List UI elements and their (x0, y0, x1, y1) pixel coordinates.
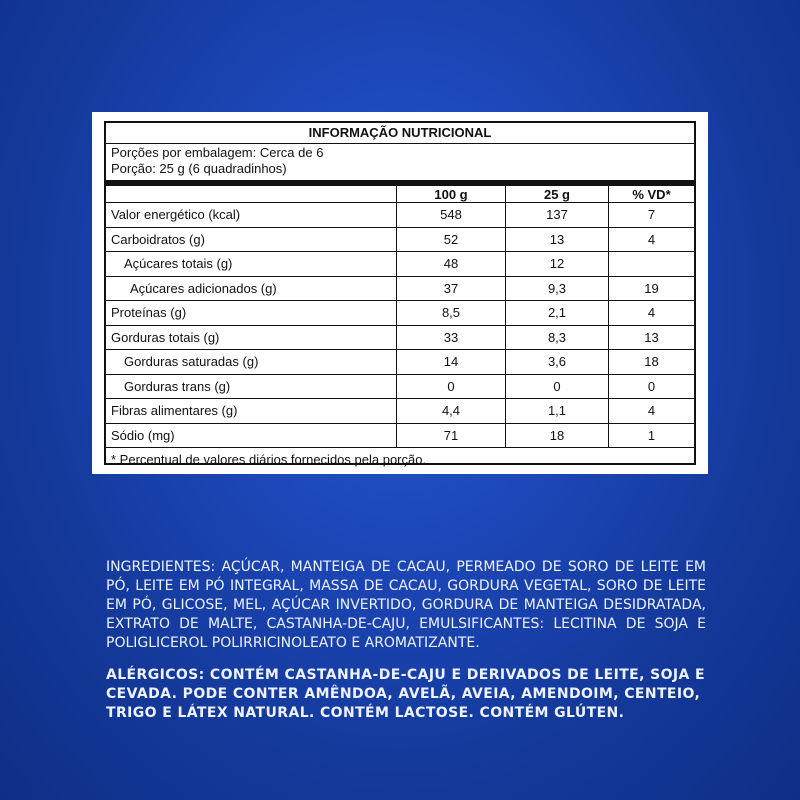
value-100g: 4,4 (397, 399, 506, 423)
nutrient-name: Açúcares totais (g) (106, 252, 397, 276)
value-25g: 12 (506, 252, 609, 276)
header-cell-vd: % VD* (632, 186, 671, 202)
nutrition-panel (92, 112, 708, 474)
table-row (106, 375, 694, 400)
value-vd: 4 (647, 305, 656, 321)
nutrient-name: Gorduras trans (g) (106, 375, 397, 399)
nutrient-name: Fibras alimentares (g) (106, 399, 397, 423)
nutrient-name: Valor energético (kcal) (106, 203, 397, 227)
table-row (106, 326, 694, 351)
nutrition-header-row (106, 186, 694, 203)
value-100g: 548 (397, 203, 506, 227)
value-vd: 0 (647, 378, 656, 394)
nutrition-serving-info (106, 144, 694, 186)
table-row (106, 203, 694, 228)
header-cell-100g: 100 g (397, 186, 506, 202)
table-row (106, 277, 694, 302)
value-25g: 13 (506, 228, 609, 252)
value-100g: 48 (397, 252, 506, 276)
value-100g: 52 (397, 228, 506, 252)
ingredients-text: INGREDIENTES: AÇÚCAR, MANTEIGA DE CACAU, PERMEADO DE SORO DE LEITE EM PÓ, LEITE EM PÓ INTEGRAL, MASSA DE CACAU, GORDURA VEGETAL, SORO DE LEITE EM PÓ, GLICOSE, MEL, AÇÚCAR INVERTIDO, GORDURA DE MANTEIGA DESIDRATADA, EXTRATO DE MALTE, CASTANHA-DE-CAJU, EMULSIFICANTES: LECITINA DE SOJA E POLIGLICEROL POLIRRICINOLEATO E AROMATIZANTE. (106, 559, 706, 651)
value-100g: 14 (397, 350, 506, 374)
value-vd: 4 (647, 403, 656, 419)
value-vd: 18 (644, 354, 659, 370)
serving-size: Porção: 25 g (6 quadradinhos) (111, 161, 287, 176)
nutrition-footnote: * Percentual de valores diários fornecidos pela porção. (111, 452, 427, 467)
table-row (106, 424, 694, 449)
value-100g: 0 (397, 375, 506, 399)
value-25g: 9,3 (506, 277, 609, 301)
nutrient-name: Açúcares adicionados (g) (106, 277, 397, 301)
value-100g: 71 (397, 424, 506, 448)
value-25g: 0 (506, 375, 609, 399)
header-cell-nutrient (106, 186, 397, 202)
allergens-text: ALÉRGICOS: CONTÉM CASTANHA-DE-CAJU E DERIVADOS DE LEITE, SOJA E CEVADA. PODE CONTER AMÊNDOA, AVELÃ, AVEIA, AMENDOIM, CENTEIO, TRIGO E LÁTEX NATURAL. CONTÉM LACTOSE. CONTÉM GLÚTEN. (106, 667, 706, 721)
value-25g: 2,1 (506, 301, 609, 325)
nutrient-name: Proteínas (g) (106, 301, 397, 325)
value-vd: 7 (647, 207, 656, 223)
value-100g: 8,5 (397, 301, 506, 325)
table-row (106, 228, 694, 253)
servings-per-package: Porções por embalagem: Cerca de 6 (111, 145, 324, 160)
value-25g: 1,1 (506, 399, 609, 423)
value-100g: 37 (397, 277, 506, 301)
value-25g: 3,6 (506, 350, 609, 374)
value-vd: 4 (647, 231, 656, 247)
nutrient-name: Gorduras saturadas (g) (106, 350, 397, 374)
value-vd: 1 (647, 427, 656, 443)
nutrient-name: Gorduras totais (g) (106, 326, 397, 350)
nutrition-table (104, 121, 696, 465)
value-25g: 18 (506, 424, 609, 448)
nutrient-name: Sódio (mg) (106, 424, 397, 448)
table-row (106, 399, 694, 424)
table-row (106, 252, 694, 277)
header-cell-25g: 25 g (506, 186, 609, 202)
value-vd: 19 (644, 280, 659, 296)
value-vd: 13 (644, 329, 659, 345)
nutrition-title: INFORMAÇÃO NUTRICIONAL (106, 123, 694, 144)
nutrient-name: Carboidratos (g) (106, 228, 397, 252)
value-100g: 33 (397, 326, 506, 350)
value-25g: 137 (506, 203, 609, 227)
value-25g: 8,3 (506, 326, 609, 350)
value-vd (609, 252, 694, 276)
table-row (106, 301, 694, 326)
table-row (106, 350, 694, 375)
